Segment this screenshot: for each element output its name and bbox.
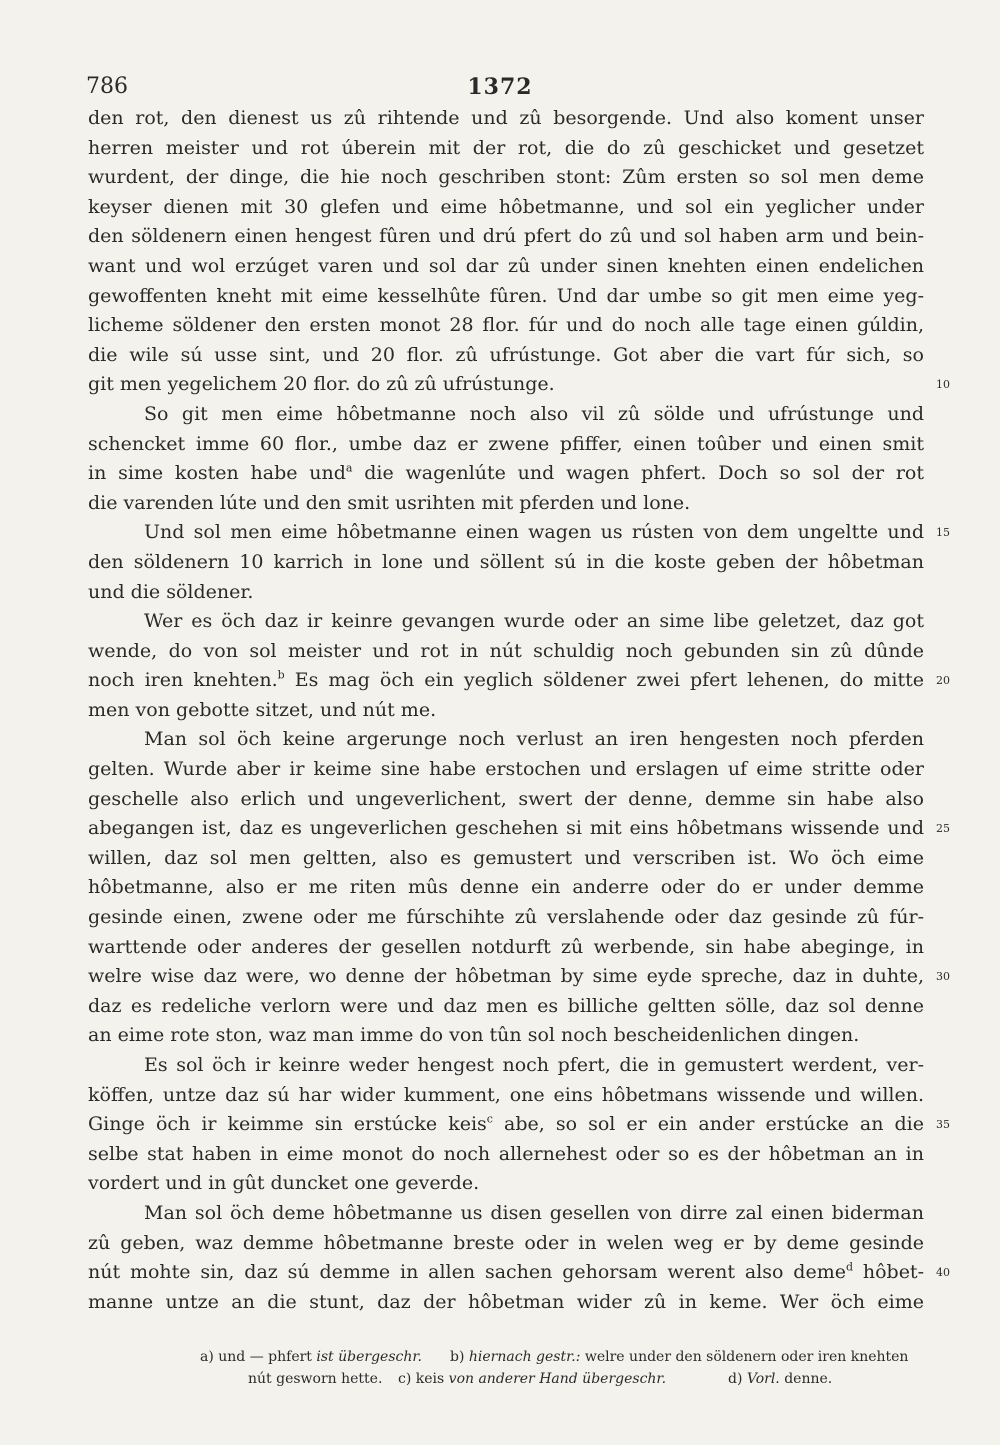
text-line-content: Es sol öch ir keinre weder hengest noch pfert, die in gemustert werdent, ver- xyxy=(144,1054,924,1076)
text-line-content: zû geben, waz demme hôbetmanne breste oder in welen weg er by deme gesinde xyxy=(88,1231,924,1254)
footnote-note: ist übergeschr. xyxy=(316,1349,422,1365)
text-line-content: und die söldener. xyxy=(88,580,254,603)
text-line xyxy=(88,1199,924,1229)
text-line xyxy=(88,696,924,726)
text-line xyxy=(88,518,924,548)
footnote-text: welre under den söldenern oder iren knehten xyxy=(580,1349,909,1365)
margin-line-number: 35 xyxy=(936,1118,950,1132)
footnote-text: denne. xyxy=(779,1371,833,1387)
text-line-content: selbe stat haben in eime monot do noch allernehest oder so es der hôbetman an in xyxy=(88,1142,924,1165)
text-line xyxy=(88,844,924,874)
text-line xyxy=(88,785,924,815)
footnote-text: und — phfert xyxy=(213,1349,317,1365)
text-line xyxy=(88,222,924,252)
text-line-content: Man sol öch deme hôbetmanne us disen gesellen von dirre zal einen biderman xyxy=(144,1201,924,1224)
text-line-content: Ginge öch ir keimme sin erstúcke keis xyxy=(88,1113,487,1136)
margin-line-number: 10 xyxy=(936,378,950,392)
text-line-content: keyser dienen mit 30 glefen und eime hôbetmanne, und sol ein yeglicher under xyxy=(88,195,924,218)
text-line-content: want und wol erzúget varen und sol dar zû under sinen knehten einen endelichen xyxy=(88,254,924,277)
text-line-content: schencket imme 60 flor., umbe daz er zwene pfiffer, einen toûber und einen smit xyxy=(88,432,924,455)
text-line-content: gelten. Wurde aber ir keime sine habe erstochen und erslagen uf eime stritte oder xyxy=(88,758,924,781)
text-line-content: an eime rote ston, waz man imme do von tûn sol noch bescheidenlichen dingen. xyxy=(88,1024,860,1047)
text-line-content: Es mag öch ein yeglich söldener zwei pfert lehenen, do mitte xyxy=(284,669,924,692)
text-line-content: willen, daz sol men geltten, also es gemustert und verscriben ist. Wo öch eime xyxy=(88,846,924,869)
text-line xyxy=(88,725,924,755)
text-line-content: geschelle also erlich und ungeverlichent, swert der denne, demme sin habe also xyxy=(88,787,924,810)
text-line xyxy=(88,607,924,637)
text-line-content: nút mohte sin, daz sú demme in allen sachen gehorsam werent also deme xyxy=(88,1261,846,1284)
text-line xyxy=(88,400,924,430)
text-line-content: wurdent, der dinge, die hie noch geschriben stont: Zûm ersten so sol men deme xyxy=(88,166,924,189)
text-line-content: welre wise daz were, wo denne der hôbetman by sime eyde spreche, daz in duhte, xyxy=(88,965,924,988)
text-line-content: hôbetmanne, also er me riten mûs denne ein anderre oder do er under demme xyxy=(88,876,924,899)
text-line xyxy=(88,193,924,223)
footnote-mark: b) xyxy=(450,1349,465,1365)
margin-line-number: 30 xyxy=(936,970,950,984)
text-line-content: noch iren knehten. xyxy=(88,669,278,692)
text-line xyxy=(88,755,924,785)
footnote-b xyxy=(450,1346,908,1368)
text-line xyxy=(88,1051,924,1081)
footnote-row xyxy=(200,1368,928,1390)
text-line xyxy=(88,341,924,371)
footnotes xyxy=(200,1346,928,1390)
footnote-mark: d) xyxy=(728,1371,743,1387)
footnote-text: keis xyxy=(411,1371,449,1387)
text-line-content: wende, do von sol meister und rot in nút schuldig noch gebunden sin zû dûnde xyxy=(88,639,924,662)
body-text xyxy=(88,104,924,1317)
footnote-mark: a) xyxy=(200,1349,214,1365)
margin-line-number: 40 xyxy=(936,1266,950,1280)
text-line xyxy=(88,992,924,1022)
margin-line-number: 25 xyxy=(936,822,950,836)
text-line xyxy=(88,282,924,312)
footnote-reference: c xyxy=(486,1112,493,1126)
text-line xyxy=(88,637,924,667)
text-line-content: manne untze an die stunt, daz der hôbetman wider zû in keme. Wer öch eime xyxy=(88,1290,924,1313)
text-line-content: abegangen ist, daz es ungeverlichen geschehen si mit eins hôbetmans wissende und xyxy=(88,817,924,840)
text-line-content: daz es redeliche verlorn were und daz men es billiche geltten sölle, daz sol denne xyxy=(88,994,924,1017)
text-line xyxy=(88,134,924,164)
margin-line-number: 15 xyxy=(936,526,950,540)
text-line-content: herren meister und rot úberein mit der rot, die do zû geschicket und gesetzet xyxy=(88,136,924,159)
text-line-content: vordert und in gût duncket one geverde. xyxy=(88,1172,480,1195)
page-number: 786 xyxy=(86,74,128,99)
text-line-content: warttende oder anderes der gesellen notdurft zû werbende, sin habe abeginge, in xyxy=(88,935,924,958)
text-line xyxy=(88,903,924,933)
text-line-content: licheme söldener den ersten monot 28 flor. fúr und do noch alle tage einen gúldin, xyxy=(88,314,924,337)
text-line-content: Wer es öch daz ir keinre gevangen wurde oder an sime libe geletzet, daz got xyxy=(144,610,924,633)
text-line-content: abe, so sol er ein ander erstúcke an die xyxy=(492,1113,925,1136)
text-line-content: den rot, den dienest us zû rihtende und zû besorgende. Und also koment unser xyxy=(88,107,924,129)
text-line xyxy=(88,370,924,400)
text-line-content: den söldenern einen hengest fûren und drú pfert do zû und sol haben arm und bein- xyxy=(88,225,924,248)
text-line xyxy=(88,163,924,193)
text-line xyxy=(88,873,924,903)
text-line xyxy=(88,1110,924,1140)
text-line-content: gesinde einen, zwene oder me fúrschihte zû verslahende oder daz gesinde zû fúr- xyxy=(88,906,924,929)
text-line xyxy=(88,252,924,282)
text-line xyxy=(88,1021,924,1051)
text-line-content: Man sol öch keine argerunge noch verlust an iren hengesten noch pferden xyxy=(144,728,924,751)
text-line xyxy=(88,459,924,489)
text-line xyxy=(88,548,924,578)
text-line-content: die wile sú usse sint, und 20 flor. zû ufrústunge. Got aber die vart fúr sich, so xyxy=(88,343,924,366)
text-line xyxy=(88,1258,924,1288)
text-line-content: So git men eime hôbetmanne noch also vil zû sölde und ufrústunge und xyxy=(144,402,924,425)
footnote-reference: a xyxy=(345,461,353,475)
footnote-note: von anderer Hand übergeschr. xyxy=(448,1371,667,1387)
text-line-content: men von gebotte sitzet, und nút me. xyxy=(88,698,437,721)
footnote-d xyxy=(728,1368,832,1390)
text-line-content: git men yegelichem 20 flor. do zû zû ufrústunge. xyxy=(88,373,555,396)
footnote-note: hiernach gestr.: xyxy=(464,1349,581,1365)
text-line xyxy=(88,104,924,134)
text-line xyxy=(88,1229,924,1259)
text-line-content: in sime kosten habe und xyxy=(88,462,346,485)
text-line-content: köffen, untze daz sú har wider kumment, one eins hôbetmans wissende und willen. xyxy=(88,1083,924,1106)
text-line xyxy=(88,1169,924,1199)
text-line xyxy=(88,814,924,844)
text-line-content: die wagenlúte und wagen phfert. Doch so sol der rot xyxy=(352,462,924,485)
footnote-b-continued: nút gesworn hette. xyxy=(248,1371,383,1387)
text-line-content: hôbet- xyxy=(853,1261,924,1284)
footnote-c xyxy=(398,1368,728,1390)
text-line xyxy=(88,1140,924,1170)
text-line xyxy=(88,933,924,963)
footnote-a xyxy=(200,1346,450,1368)
text-line xyxy=(88,1081,924,1111)
text-line-content: die varenden lúte und den smit usrihten mit pferden und lone. xyxy=(88,491,691,514)
text-line xyxy=(88,666,924,696)
footnote-row xyxy=(200,1346,928,1368)
text-line-content: Und sol men eime hôbetmanne einen wagen us rústen von dem ungeltte und xyxy=(144,521,924,544)
text-line xyxy=(88,1288,924,1318)
text-line xyxy=(88,578,924,608)
text-line xyxy=(88,489,924,519)
page-year-heading: 1372 xyxy=(467,74,533,100)
footnote-reference: d xyxy=(845,1260,854,1274)
text-line-content: den söldenern 10 karrich in lone und söllent sú in die koste geben der hôbetman xyxy=(88,550,924,573)
footnote-note: Vorl. xyxy=(742,1371,780,1387)
text-line xyxy=(88,311,924,341)
footnote-reference: b xyxy=(277,668,285,682)
text-line xyxy=(88,430,924,460)
text-line xyxy=(88,962,924,992)
margin-line-number: 20 xyxy=(936,674,950,688)
footnote-mark: c) xyxy=(398,1371,412,1387)
text-line-content: gewoffenten kneht mit eime kesselhûte fûren. Und dar umbe so git men eime yeg- xyxy=(88,284,924,307)
